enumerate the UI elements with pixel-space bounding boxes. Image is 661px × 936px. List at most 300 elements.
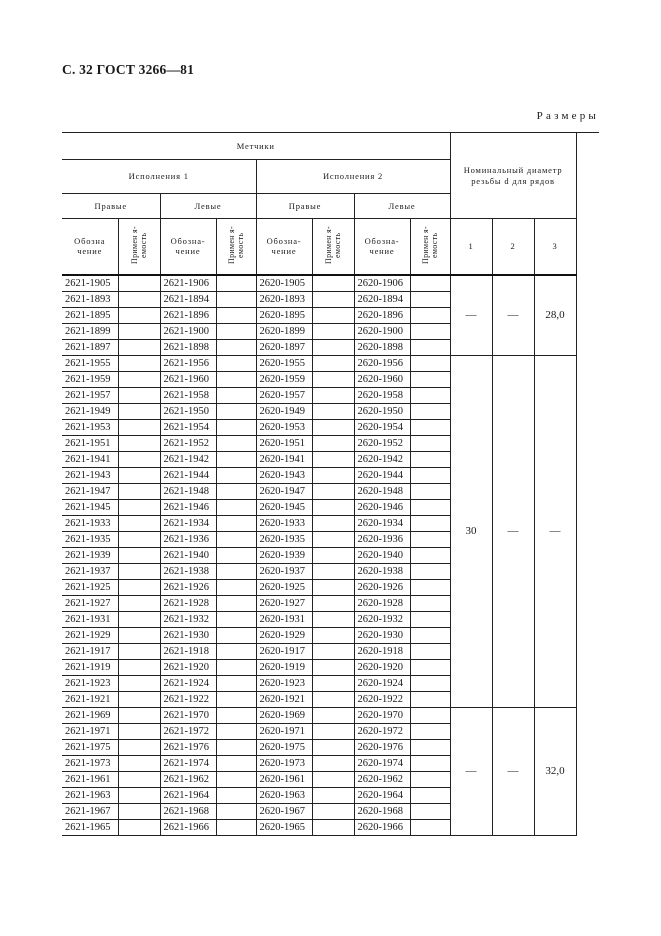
applicability-cell (410, 627, 450, 643)
applicability-cell (410, 739, 450, 755)
designation-cell: 2620-1938 (354, 563, 410, 579)
applicability-cell (216, 515, 256, 531)
designation-cell: 2620-1971 (256, 723, 312, 739)
designation-cell: 2620-1946 (354, 499, 410, 515)
applicability-cell (312, 291, 354, 307)
applicability-cell (216, 403, 256, 419)
nominal-diameter-row-2: — (492, 355, 534, 707)
designation-cell: 2620-1897 (256, 339, 312, 355)
applicability-cell (312, 515, 354, 531)
designation-cell: 2620-1894 (354, 291, 410, 307)
designation-cell: 2621-1958 (160, 387, 216, 403)
applicability-cell (118, 355, 160, 371)
designation-cell: 2621-1959 (62, 371, 118, 387)
applicability-cell (216, 579, 256, 595)
applicability-cell (118, 435, 160, 451)
applicability-cell (216, 627, 256, 643)
designation-cell: 2620-1962 (354, 771, 410, 787)
designation-cell: 2620-1960 (354, 371, 410, 387)
designation-cell: 2621-1964 (160, 787, 216, 803)
header-primenyaemost: Примен я- емость (312, 219, 354, 275)
applicability-cell (216, 563, 256, 579)
designation-cell: 2621-1948 (160, 483, 216, 499)
applicability-cell (312, 755, 354, 771)
applicability-cell (410, 755, 450, 771)
designation-cell: 2621-1906 (160, 275, 216, 292)
applicability-cell (312, 675, 354, 691)
applicability-cell (216, 467, 256, 483)
designation-cell: 2620-1917 (256, 643, 312, 659)
applicability-cell (410, 419, 450, 435)
applicability-cell (118, 451, 160, 467)
taps-table (62, 132, 599, 836)
applicability-cell (216, 451, 256, 467)
applicability-cell (216, 435, 256, 451)
table-body (62, 275, 599, 836)
designation-cell: 2621-1973 (62, 755, 118, 771)
designation-cell: 2620-1906 (354, 275, 410, 292)
nominal-diameter-row-2: — (492, 275, 534, 356)
designation-cell: 2620-1936 (354, 531, 410, 547)
applicability-cell (312, 771, 354, 787)
applicability-cell (118, 803, 160, 819)
designation-cell: 2621-1971 (62, 723, 118, 739)
header-ispolnenie-1: Исполнения 1 (62, 160, 256, 194)
designation-cell: 2620-1927 (256, 595, 312, 611)
designation-cell: 2620-1940 (354, 547, 410, 563)
applicability-cell (312, 803, 354, 819)
applicability-cell (216, 819, 256, 835)
applicability-cell (118, 627, 160, 643)
designation-cell: 2620-1929 (256, 627, 312, 643)
applicability-cell (410, 339, 450, 355)
applicability-cell (312, 691, 354, 707)
designation-cell: 2620-1961 (256, 771, 312, 787)
header-row-1: 1 (450, 219, 492, 275)
designation-cell: 2621-1931 (62, 611, 118, 627)
designation-cell: 2621-1947 (62, 483, 118, 499)
designation-cell: 2621-1934 (160, 515, 216, 531)
designation-cell: 2620-1944 (354, 467, 410, 483)
designation-cell: 2621-1900 (160, 323, 216, 339)
designation-cell: 2620-1972 (354, 723, 410, 739)
table-row (62, 275, 599, 292)
applicability-cell (410, 467, 450, 483)
designation-cell: 2621-1932 (160, 611, 216, 627)
applicability-cell (118, 723, 160, 739)
designation-cell: 2620-1928 (354, 595, 410, 611)
applicability-cell (410, 595, 450, 611)
designation-cell: 2621-1961 (62, 771, 118, 787)
applicability-cell (118, 787, 160, 803)
applicability-cell (312, 739, 354, 755)
designation-cell: 2620-1933 (256, 515, 312, 531)
nominal-diameter-row-3: 32,0 (534, 707, 576, 835)
applicability-cell (118, 675, 160, 691)
applicability-cell (216, 675, 256, 691)
applicability-cell (312, 787, 354, 803)
designation-cell: 2621-1940 (160, 547, 216, 563)
designation-cell: 2620-1950 (354, 403, 410, 419)
applicability-cell (312, 723, 354, 739)
applicability-cell (216, 739, 256, 755)
applicability-cell (410, 563, 450, 579)
designation-cell: 2621-1937 (62, 563, 118, 579)
designation-cell: 2620-1975 (256, 739, 312, 755)
applicability-cell (410, 435, 450, 451)
designation-cell: 2621-1945 (62, 499, 118, 515)
applicability-cell (216, 387, 256, 403)
applicability-cell (410, 451, 450, 467)
applicability-cell (216, 275, 256, 292)
applicability-cell (118, 595, 160, 611)
designation-cell: 2621-1929 (62, 627, 118, 643)
designation-cell: 2621-1926 (160, 579, 216, 595)
applicability-cell (118, 691, 160, 707)
designation-cell: 2620-1931 (256, 611, 312, 627)
designation-cell: 2620-1964 (354, 787, 410, 803)
applicability-cell (118, 755, 160, 771)
header-ispolnenie-2: Исполнения 2 (256, 160, 450, 194)
nominal-diameter-row-1: 30 (450, 355, 492, 707)
designation-cell: 2620-1932 (354, 611, 410, 627)
designation-cell: 2621-1920 (160, 659, 216, 675)
applicability-cell (410, 819, 450, 835)
designation-cell: 2620-1953 (256, 419, 312, 435)
designation-cell: 2620-1970 (354, 707, 410, 723)
applicability-cell (312, 483, 354, 499)
applicability-cell (216, 307, 256, 323)
applicability-cell (410, 803, 450, 819)
applicability-cell (312, 563, 354, 579)
designation-cell: 2621-1966 (160, 819, 216, 835)
applicability-cell (118, 339, 160, 355)
designation-cell: 2620-1921 (256, 691, 312, 707)
header-oboznachenie: Обозна- чение (354, 219, 410, 275)
nominal-diameter-row-1: — (450, 275, 492, 356)
header-primenyaemost: Примен я- емость (118, 219, 160, 275)
spare-column-body (576, 275, 599, 836)
designation-cell: 2621-1905 (62, 275, 118, 292)
designation-cell: 2620-1966 (354, 819, 410, 835)
designation-cell: 2620-1893 (256, 291, 312, 307)
designation-cell: 2620-1899 (256, 323, 312, 339)
designation-cell: 2620-1976 (354, 739, 410, 755)
applicability-cell (410, 387, 450, 403)
applicability-cell (312, 307, 354, 323)
designation-cell: 2620-1958 (354, 387, 410, 403)
applicability-cell (410, 371, 450, 387)
designation-cell: 2621-1975 (62, 739, 118, 755)
applicability-cell (410, 483, 450, 499)
applicability-cell (312, 371, 354, 387)
header-primenyaemost: Примен я- емость (216, 219, 256, 275)
applicability-cell (118, 771, 160, 787)
header-nominal-diameter: Номинальный диаметр резьбы d для рядов (450, 133, 576, 219)
designation-cell: 2620-1974 (354, 755, 410, 771)
designation-cell: 2621-1919 (62, 659, 118, 675)
applicability-cell (312, 595, 354, 611)
applicability-cell (410, 515, 450, 531)
designation-cell: 2620-1969 (256, 707, 312, 723)
designation-cell: 2621-1963 (62, 787, 118, 803)
designation-cell: 2621-1935 (62, 531, 118, 547)
designation-cell: 2620-1923 (256, 675, 312, 691)
header-metchiki: Метчики (62, 133, 450, 160)
designation-cell: 2620-1935 (256, 531, 312, 547)
applicability-cell (410, 659, 450, 675)
applicability-cell (216, 419, 256, 435)
designation-cell: 2621-1953 (62, 419, 118, 435)
designation-cell: 2620-1949 (256, 403, 312, 419)
designation-cell: 2621-1949 (62, 403, 118, 419)
applicability-cell (118, 819, 160, 835)
applicability-cell (312, 531, 354, 547)
designation-cell: 2621-1976 (160, 739, 216, 755)
applicability-cell (216, 755, 256, 771)
nominal-diameter-row-3: — (534, 355, 576, 707)
designation-cell: 2621-1895 (62, 307, 118, 323)
designation-cell: 2621-1941 (62, 451, 118, 467)
designation-cell: 2620-1918 (354, 643, 410, 659)
header-oboznachenie: Обозна- чение (256, 219, 312, 275)
designation-cell: 2620-1943 (256, 467, 312, 483)
applicability-cell (312, 403, 354, 419)
designation-cell: 2620-1937 (256, 563, 312, 579)
designation-cell: 2620-1922 (354, 691, 410, 707)
applicability-cell (216, 339, 256, 355)
applicability-cell (410, 355, 450, 371)
designation-cell: 2621-1938 (160, 563, 216, 579)
applicability-cell (312, 499, 354, 515)
designation-cell: 2621-1942 (160, 451, 216, 467)
designation-cell: 2621-1972 (160, 723, 216, 739)
header-primenyaemost: Примен я- емость (410, 219, 450, 275)
designation-cell: 2621-1962 (160, 771, 216, 787)
applicability-cell (410, 723, 450, 739)
designation-cell: 2621-1921 (62, 691, 118, 707)
applicability-cell (312, 547, 354, 563)
designation-cell: 2621-1897 (62, 339, 118, 355)
designation-cell: 2621-1933 (62, 515, 118, 531)
applicability-cell (312, 435, 354, 451)
designation-cell: 2620-1963 (256, 787, 312, 803)
applicability-cell (118, 579, 160, 595)
applicability-cell (216, 611, 256, 627)
applicability-cell (118, 307, 160, 323)
designation-cell: 2620-1956 (354, 355, 410, 371)
applicability-cell (216, 547, 256, 563)
applicability-cell (118, 323, 160, 339)
designation-cell: 2620-1951 (256, 435, 312, 451)
applicability-cell (216, 499, 256, 515)
nominal-diameter-row-2: — (492, 707, 534, 835)
applicability-cell (118, 563, 160, 579)
designation-cell: 2620-1898 (354, 339, 410, 355)
designation-cell: 2621-1969 (62, 707, 118, 723)
applicability-cell (216, 723, 256, 739)
applicability-cell (118, 643, 160, 659)
designation-cell: 2620-1965 (256, 819, 312, 835)
applicability-cell (118, 371, 160, 387)
applicability-cell (118, 387, 160, 403)
designation-cell: 2621-1950 (160, 403, 216, 419)
applicability-cell (216, 595, 256, 611)
designation-cell: 2620-1939 (256, 547, 312, 563)
designation-cell: 2621-1894 (160, 291, 216, 307)
designation-cell: 2620-1959 (256, 371, 312, 387)
applicability-cell (410, 771, 450, 787)
applicability-cell (312, 643, 354, 659)
designation-cell: 2620-1941 (256, 451, 312, 467)
applicability-cell (216, 659, 256, 675)
designation-cell: 2621-1928 (160, 595, 216, 611)
applicability-cell (216, 787, 256, 803)
designation-cell: 2621-1960 (160, 371, 216, 387)
designation-cell: 2620-1954 (354, 419, 410, 435)
designation-cell: 2620-1919 (256, 659, 312, 675)
page-header: С. 32 ГОСТ 3266—81 (62, 62, 195, 77)
applicability-cell (216, 323, 256, 339)
applicability-cell (216, 371, 256, 387)
applicability-cell (312, 579, 354, 595)
applicability-cell (118, 707, 160, 723)
designation-cell: 2620-1942 (354, 451, 410, 467)
applicability-cell (118, 499, 160, 515)
applicability-cell (118, 467, 160, 483)
table-row (62, 707, 599, 723)
designation-cell: 2620-1895 (256, 307, 312, 323)
designation-cell: 2621-1896 (160, 307, 216, 323)
applicability-cell (410, 611, 450, 627)
designation-cell: 2620-1934 (354, 515, 410, 531)
applicability-cell (410, 787, 450, 803)
header-pravye-1: Правые (62, 194, 160, 219)
designation-cell: 2621-1946 (160, 499, 216, 515)
designation-cell: 2621-1939 (62, 547, 118, 563)
designation-cell: 2621-1956 (160, 355, 216, 371)
applicability-cell (312, 467, 354, 483)
designation-cell: 2621-1970 (160, 707, 216, 723)
header-pravye-2: Правые (256, 194, 354, 219)
applicability-cell (118, 531, 160, 547)
designation-cell: 2621-1974 (160, 755, 216, 771)
applicability-cell (312, 627, 354, 643)
designation-cell: 2621-1924 (160, 675, 216, 691)
applicability-cell (312, 323, 354, 339)
applicability-cell (118, 403, 160, 419)
designation-cell: 2621-1917 (62, 643, 118, 659)
designation-cell: 2621-1954 (160, 419, 216, 435)
applicability-cell (118, 611, 160, 627)
applicability-cell (216, 355, 256, 371)
applicability-cell (216, 531, 256, 547)
designation-cell: 2621-1899 (62, 323, 118, 339)
applicability-cell (118, 515, 160, 531)
designation-cell: 2621-1936 (160, 531, 216, 547)
dimensions-label: Размеры (536, 110, 599, 122)
applicability-cell (312, 659, 354, 675)
applicability-cell (118, 659, 160, 675)
applicability-cell (410, 499, 450, 515)
designation-cell: 2620-1968 (354, 803, 410, 819)
applicability-cell (216, 483, 256, 499)
designation-cell: 2620-1920 (354, 659, 410, 675)
applicability-cell (410, 403, 450, 419)
applicability-cell (216, 643, 256, 659)
designation-cell: 2620-1973 (256, 755, 312, 771)
applicability-cell (410, 643, 450, 659)
designation-cell: 2621-1968 (160, 803, 216, 819)
designation-cell: 2620-1947 (256, 483, 312, 499)
designation-cell: 2621-1955 (62, 355, 118, 371)
designation-cell: 2621-1925 (62, 579, 118, 595)
designation-cell: 2620-1957 (256, 387, 312, 403)
nominal-diameter-row-3: 28,0 (534, 275, 576, 356)
applicability-cell (312, 387, 354, 403)
designation-cell: 2620-1900 (354, 323, 410, 339)
applicability-cell (312, 419, 354, 435)
designation-cell: 2621-1952 (160, 435, 216, 451)
designation-cell: 2620-1967 (256, 803, 312, 819)
header-levye-2: Левые (354, 194, 450, 219)
applicability-cell (410, 579, 450, 595)
applicability-cell (118, 483, 160, 499)
applicability-cell (312, 819, 354, 835)
designation-cell: 2620-1948 (354, 483, 410, 499)
designation-cell: 2620-1924 (354, 675, 410, 691)
designation-cell: 2620-1905 (256, 275, 312, 292)
applicability-cell (216, 291, 256, 307)
applicability-cell (410, 707, 450, 723)
applicability-cell (312, 611, 354, 627)
designation-cell: 2621-1923 (62, 675, 118, 691)
applicability-cell (312, 707, 354, 723)
designation-cell: 2620-1925 (256, 579, 312, 595)
applicability-cell (410, 531, 450, 547)
designation-cell: 2620-1955 (256, 355, 312, 371)
applicability-cell (216, 707, 256, 723)
applicability-cell (216, 771, 256, 787)
applicability-cell (312, 275, 354, 292)
applicability-cell (312, 339, 354, 355)
designation-cell: 2620-1896 (354, 307, 410, 323)
spare-column (576, 133, 599, 275)
header-row-2: 2 (492, 219, 534, 275)
designation-cell: 2621-1965 (62, 819, 118, 835)
designation-cell: 2621-1918 (160, 643, 216, 659)
applicability-cell (118, 419, 160, 435)
applicability-cell (118, 547, 160, 563)
applicability-cell (118, 739, 160, 755)
designation-cell: 2621-1943 (62, 467, 118, 483)
designation-cell: 2620-1930 (354, 627, 410, 643)
designation-cell: 2621-1893 (62, 291, 118, 307)
applicability-cell (410, 547, 450, 563)
designation-cell: 2621-1944 (160, 467, 216, 483)
designation-cell: 2621-1957 (62, 387, 118, 403)
applicability-cell (410, 275, 450, 292)
designation-cell: 2621-1951 (62, 435, 118, 451)
applicability-cell (410, 675, 450, 691)
designation-cell: 2620-1952 (354, 435, 410, 451)
applicability-cell (410, 323, 450, 339)
applicability-cell (216, 691, 256, 707)
designation-cell: 2621-1927 (62, 595, 118, 611)
designation-cell: 2620-1926 (354, 579, 410, 595)
designation-cell: 2621-1930 (160, 627, 216, 643)
applicability-cell (410, 691, 450, 707)
